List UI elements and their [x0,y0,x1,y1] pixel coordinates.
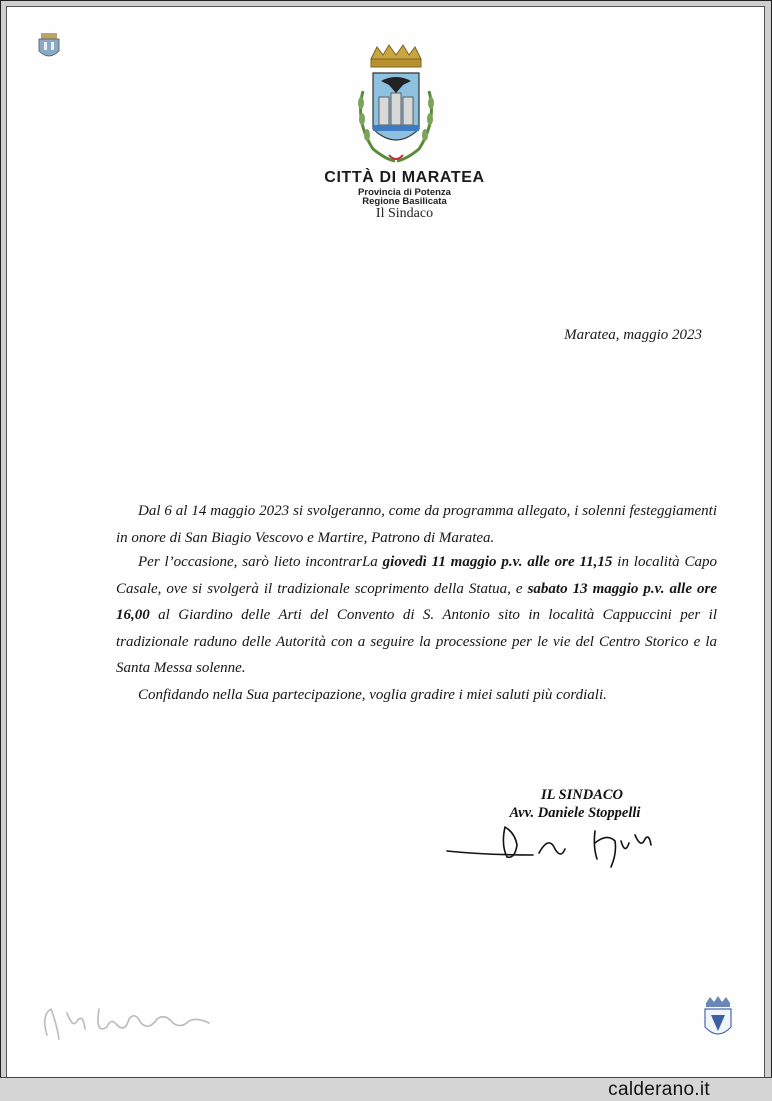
province-label: Provincia di Potenza [358,187,451,198]
footer-bar [0,1077,772,1101]
paragraph-3 [116,682,717,709]
office-heading: Il Sindaco [375,206,434,221]
site-label: calderano.it [608,1079,710,1100]
paragraph-2-date-2: sabato 13 maggio p.v. alle ore 16,00 [116,580,717,623]
region-label: Regione Basilicata [362,196,447,207]
paragraph-2-date-1: giovedì 11 maggio p.v. alle ore 11,15 [382,554,613,570]
city-name: CITTÀ DI MARATEA [324,169,485,186]
coat-of-arms-icon [351,41,441,167]
handwritten-signature [445,815,660,875]
faded-signature [37,995,222,1051]
paragraph-3-text: Confidando nella Sua partecipazione, voglia gradire i miei saluti più cordiali. [138,687,607,703]
paragraph-1-text: Dal 6 al 14 maggio 2023 si svolgeranno, come da programma allegato, i solenni festeggiamenti in onore di San Biagio Vescovo e Martire, Patrono di Maratea. [116,503,717,546]
paragraph-2 [116,549,717,682]
paragraph-1 [116,498,717,551]
signature-title: IL SINDACO [540,787,624,803]
paragraph-2-text-e: al Giardino delle Arti del Convento di S. Antonio sito in località Cappuccini per il tradizionale raduno delle Autorità con a seguire la processione per le vie del Centro Storico e la Santa Messa solenne. [116,607,717,676]
paragraph-2-text-c: in località Capo Casale, ove si svolgerà il tradizionale scoprimento della Statua, e [116,554,717,597]
paragraph-2-text-a: Per l’occasione, sarò lieto incontrarLa [138,554,383,570]
signature-name: Avv. Daniele Stoppelli [509,805,641,821]
place-date: Maratea, maggio 2023 [564,327,702,343]
small-crest-icon [35,31,63,63]
bottom-crest-icon [700,995,736,1045]
letter-page [6,6,765,1078]
